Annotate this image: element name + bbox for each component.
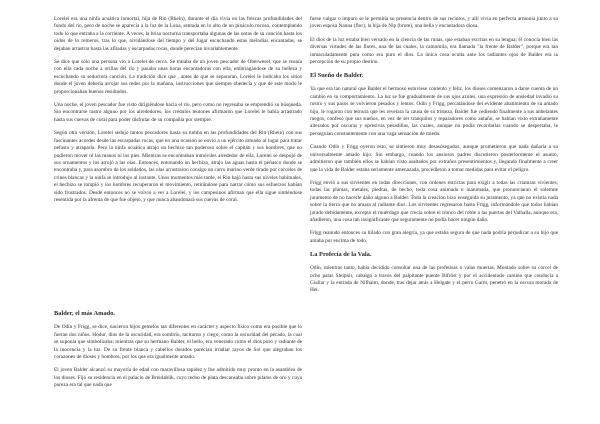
paragraph-breidablik: fuese vulgar o impuro se le permitía su presencia dentro de sus recintos, y allí vivía en perfecta armonía junto a su joven esposa Nanna (flor), la hija de Nip (brote), una bella y encantadora diosa. bbox=[310, 16, 558, 30]
section-heading-dream: El Sueño de Balder. bbox=[310, 72, 364, 80]
paragraph-balder-2: El joven Balder alcanzó su mayoría de edad con maravillosa rapidez y fue admitido muy pronto en la asamblea de los dioses. Fijó su residencia en el palacio de Breidablik, cuyo techo de plata descansaba sobre pilares de oro y cuya pureza era tal que nada que bbox=[54, 367, 302, 389]
paragraph-prophecy-1: Odín, mientras tanto, había decidido consultar una de las profetisas o valas muertas. Montado sobre su corcel de ocho patas Sleipnir, cabalgó a través del palpitante puente Bifröst y por el accidentado camino que conducía a Giallar y la entrada de Nifhaim, donde, tras dejar atrás a Helgate y el perro Garm, penetró en la oscura morada de Hel. bbox=[310, 265, 558, 294]
paragraph-lorelei-3: Una noche, el joven pescador fue visto dirigiéndose hacia el río, pero como no regresaba se emprendió su búsqueda. Sin encontrarse rastro alguno por los alrededores, los crédulos teutones afirmaron que Lorelei le había arrastrado hasta sus cuevas de coral para poder disfrutar de su compañía por siempre. bbox=[54, 102, 302, 123]
paragraph-dream-3: Frigg envió a sus sirvientes en todas direcciones, con órdenes estrictas para exigir a todas las criaturas vivientes, todas las plantas, metales, piedras, de hecho, toda cosa animada o inanimada, que pronunciaran el solemne juramento de no hacerle daño alguno a Balder. Toda la creación hizo enseguida su juramento, ya que no existía nada sobre la tierra que no amara al radiante dios. Los sirvientes regresaron hasta Frigg, informándole que todos habían jurado debidamente, excepto el muérdago que crecía sobre el tronco del roble a las puertas del Valhalla, aunque era, añadieron, una cosa tan insignificante que seguramente no podía hacer ningún daño. bbox=[310, 179, 558, 223]
paragraph-dream-1: Ya que era tan natural que Balder el hermoso estuviese contento y feliz, los dioses comenzaron a darse cuenta de un cambio en su comportamiento. La luz se fue gradualmente de sus ojos azules, una expresión de ansiedad invadió su rostro y sus pasos se volvieron pesados y lentos. Odín y Frigg, percatándose del evidente abatimiento de su amado hijo, le rogaron con ternura que les revelara la causa de su tristeza. Balder fue cediendo finalmente a sus anhelantes ruegos, confesó que sus sueños, en vez de ser tranquilos y reparadores como antaño, se habían visto extrañamente alterados por oscuras y opresivas pesadillas, las cuales, aunque no podía recordarlas cuando se despertaba, le perseguían constantemente con una vaga sensación de miedo. bbox=[310, 86, 558, 137]
paragraph-dream-4: Frigg reanudó entonces su hilado con gran alegría, ya que estaba segura de que nada podría perjudicar a su hijo que amaba por encima de todo. bbox=[310, 230, 558, 244]
paragraph-balder-1: De Odín y Frigg, se dice, nacieron hijos gemelos tan diferentes en carácter y aspecto físico como era posible que lo fueran dos niños. Hodur, dios de la oscuridad, era sombrío, taciturno y ciego, como la oscuridad del pecado, la cual se suponía que simbolizaba; mientras que su hermano Balder, el bello, era venerado como el dios puro y radiante de la inocencia y la luz. De su frente blanca y cabellos dorados parecían irradiar rayos de Sol que alegraban los corazones de dioses y hombres, por los que era igualmente amado. bbox=[54, 324, 302, 360]
paragraph-runes: El dios de la luz estaba bien versado en la ciencia de las runas, que estaban escritas en su lengua; él conocía bien las diversas virtudes de las flores, una de las cuales, la camomila, era llamada "la frente de Balder", porque era tan inmaculadamente pura como era puro el dios. La única cosa oculta ante los radiantes ojos de Balder era la percepción de su propio destino. bbox=[310, 36, 558, 66]
paragraph-lorelei-2: Se dice que sólo una persona vio a Lorelei de cerca. Se trataba de un joven pescador de Oberwesel, que se reunía con ella cada noche a orillas del río y pasaba unas horas encantadoras con ella, embriagándose de su belleza y escuchando su seductora canción. La tradición dice que , antes de que se separaran, Lorelei le indicaba los sitios donde el joven debería arrojar sus redes por la mañana, instrucciones que siempre obedecía y que de este modo le proporcionaban buenos resultados. bbox=[54, 59, 302, 95]
paragraph-dream-2: Cuando Odín y Frigg oyeron esto, se sintieron muy desasosegados, aunque prometieron que nada dañaría a su universalmente amado hijo. Sin embargo, cuando los ansiosos padres discutieron posteriormente el asunto, admitieron que también ellos se habían visto asaltados por extraños presentimientos y, llegando finalmente a creer que la vida de Balder estaba seriamente amenazada, procedieron a tomar medidas para evitar el peligro. bbox=[310, 144, 558, 173]
section-gap bbox=[54, 210, 302, 310]
paragraph-lorelei-4: Según otra versión, Lorelei sedujo tantos pescadores hasta su tumba en las profundidades del Rin (Rhein) con sus fascinantes acordes desde las escarpadas rocas, que en una ocasión se envió a un ejército armado al lugar para tratar nefasto y atraparla. Pero la ninfa acuática atrajo un hechizo tan poderoso sobre el capitán y sus hombres, que no pudieron mover ni las manos ni los pies. Mientras se encontraban inmóviles alrededor de ella, Lorelei se despojó de sus ornamentos y los arrojó a las olas. Entonces, entonando un hechizo, atrajo las aguas hasta el peñasco donde se encontraba y, para asombro de los soldados, las olas arrastraron consigo un carro marino verde tirado por corceles de crines blancas y la ninfa se introdujo al instante. Unos momentos más tarde, el Rin bajó hasta sus niveles habituales, el hechizo se rompió y los hombres recuperaron el movimiento, retirándose para narrar cómo sus esfuerzos habían sido frustrados. Desde entonces no se volvió a ver a Lorelei, y los campesinos afirman que ella sigue sintiéndose resentida por la afrenta de que fue objeto, y que nunca abandonará sus cuevas de coral. bbox=[54, 130, 302, 203]
section-heading-prophecy: La Profecía de la Vala. bbox=[310, 251, 372, 259]
paragraph-lorelei-1: Lorelei era una ninfa acuática inmortal, hija de Rin (Rhein), durante el día vivía en las frescas profundidades del fondo del río, pero de noche se aparecía a la luz de la Luna, sentada en lo alto de un pináculo rocoso, contemplando todo lo que entraba a la corriente. A veces, la brisa nocturna transportaba algunas de las notas de su canción hasta los oídos de lo remeros, tras lo que, olvidándose del tiempo y del lugar escuchando estas melodías encantadas, se dejaban arrastrar hasta las afiladas y escarpadas rocas, donde perecían invariablemente. bbox=[54, 16, 302, 52]
right-column bbox=[310, 16, 558, 301]
section-heading-balder: Balder, el más Amado. bbox=[54, 310, 116, 318]
left-column bbox=[54, 16, 302, 396]
